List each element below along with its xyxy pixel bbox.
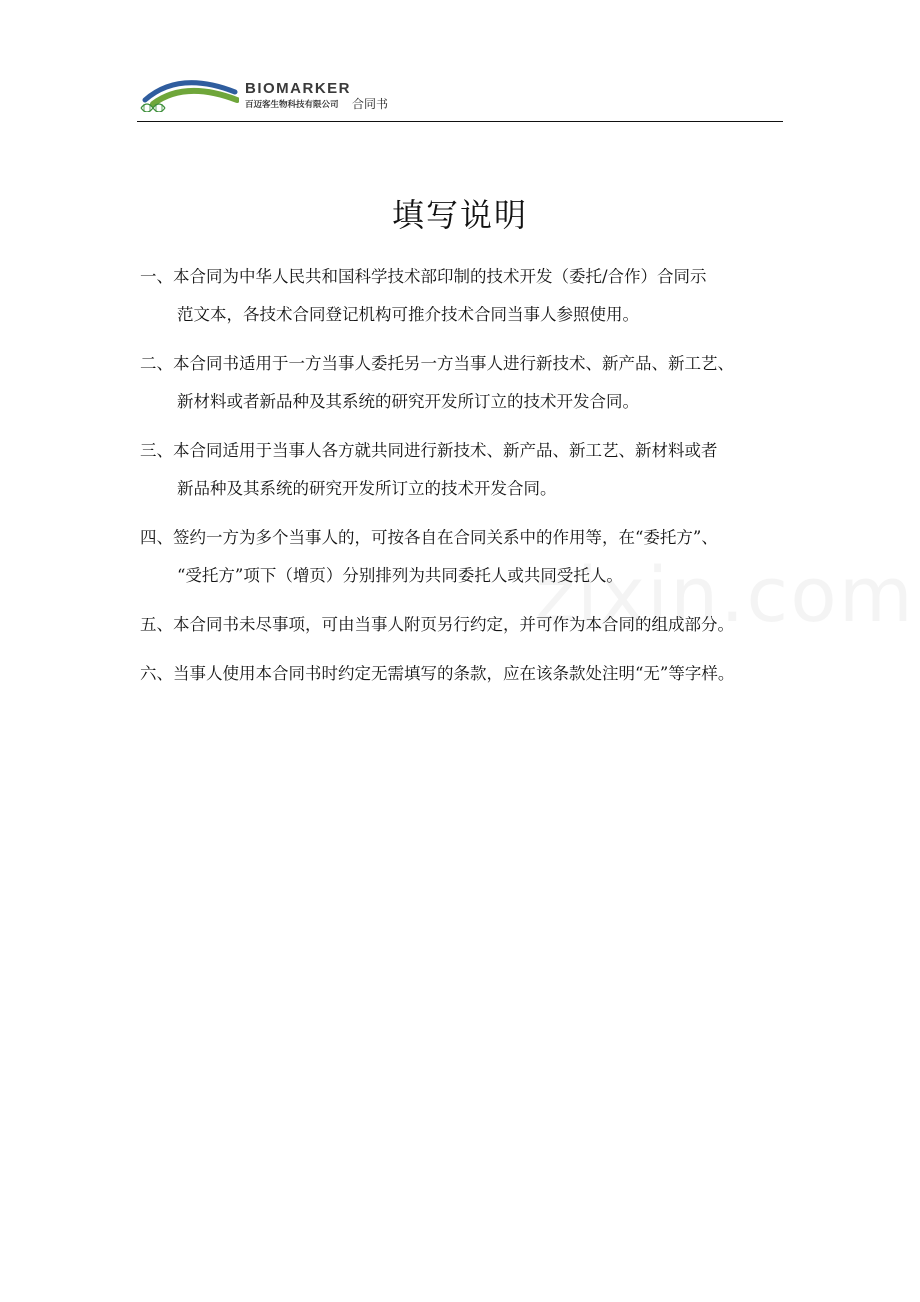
document-header <box>137 68 783 122</box>
document-kind-label: 合同书 <box>352 97 389 111</box>
instruction-item <box>140 655 790 693</box>
brand-name: BIOMARKER <box>245 80 351 97</box>
instruction-line: 六、当事人使用本合同书时约定无需填写的条款，应在该条款处注明“无”等字样。 <box>140 664 735 683</box>
instruction-item <box>140 519 790 595</box>
instruction-line: 三、本合同适用于当事人各方就共同进行新技术、新产品、新工艺、新材料或者 <box>140 441 718 460</box>
instruction-line-continued: “受托方”项下（增页）分别排列为共同委托人或共同受托人。 <box>177 566 623 585</box>
instruction-line-continued: 新品种及其系统的研究开发所订立的技术开发合同。 <box>177 479 557 498</box>
biomarker-logo-icon <box>139 70 239 112</box>
instruction-line: 四、签约一方为多个当事人的，可按各自在合同关系中的作用等，在“委托方”、 <box>140 528 718 547</box>
instruction-line: 五、本合同书未尽事项，可由当事人附页另行约定，并可作为本合同的组成部分。 <box>140 615 734 634</box>
instruction-line: 二、本合同书适用于一方当事人委托另一方当事人进行新技术、新产品、新工艺、 <box>140 354 734 373</box>
instruction-line-continued: 新材料或者新品种及其系统的研究开发所订立的技术开发合同。 <box>177 392 639 411</box>
instruction-item <box>140 432 790 508</box>
page-title: 填写说明 <box>391 196 528 234</box>
instruction-line: 一、本合同为中华人民共和国科学技术部印制的技术开发（委托/合作）合同示 <box>140 267 707 286</box>
header-divider <box>137 121 783 122</box>
instruction-item <box>140 606 790 644</box>
instruction-item <box>140 345 790 421</box>
instructions-list <box>140 258 790 704</box>
instruction-line-continued: 范文本，各技术合同登记机构可推介技术合同当事人参照使用。 <box>177 305 639 324</box>
instruction-item <box>140 258 790 334</box>
brand-chinese-name: 百迈客生物科技有限公司 <box>245 100 339 110</box>
